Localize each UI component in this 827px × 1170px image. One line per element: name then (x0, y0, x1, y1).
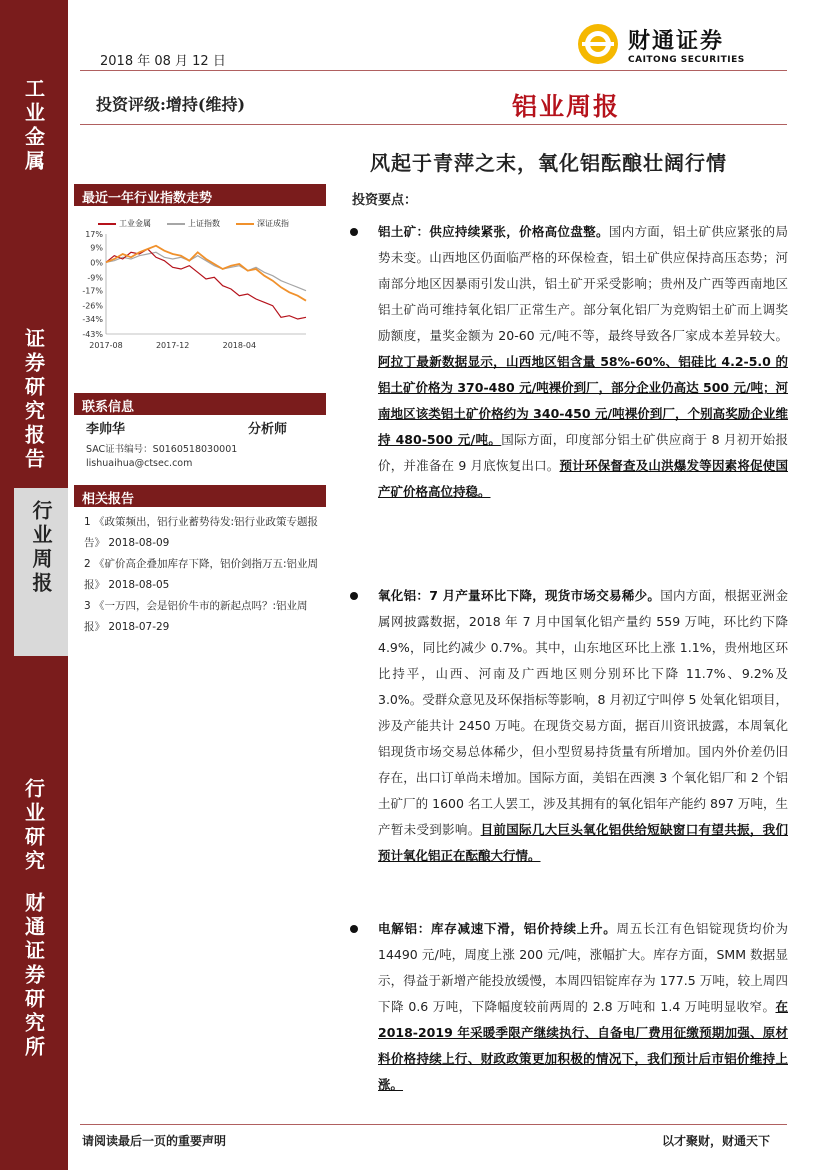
series-sz-line (106, 246, 306, 301)
related-report-item[interactable]: 3 《一万四，会是铝价牛市的新起点吗？:铝业周报》 2018-07-29 (84, 600, 308, 633)
y-tick-label: -17% (82, 286, 103, 296)
index-chart-svg (78, 212, 318, 352)
company-logo (576, 22, 745, 66)
divider-top (80, 70, 787, 71)
analyst-license: SAC证书编号：S0160518030001 (86, 444, 238, 455)
report-date: 2018 年 08 月 12 日 (100, 54, 226, 69)
sidebar-dept2: 财通证券研究所 (21, 892, 46, 1060)
index-chart (78, 212, 318, 352)
legend-item-metal: 工业金属 (98, 218, 151, 229)
point-bauxite: 铝土矿：供应持续紧张，价格高位盘整。国内方面，铝土矿供应紧张的局势未变。山西地区仍面临严格的环保检查，铝土矿供应保持高压态势；河南部分地区因暴雨引发山洪，铝土矿开采受影响；贵州及广西等西南地区铝土矿尚可维持氧化铝厂正常生产。部分氧化铝厂为竞购铝土矿而上调奖励额度，量奖金额为 20-60 元/吨不等，最终导致各厂家成本差异较大。阿拉丁最新数据显示，山西地区铝含量 58%-60%、铝硅比 4.2-5.0 的铝土矿价格为 370-480 元/吨裸价到厂，部分企业仍高达 500 元/吨；河南地区该类铝土矿价格约为 340-450 元/吨裸价到厂，个别高奖励企业维持 480-500 元/吨。国际方面，印度部分铝土矿供应商于 8 月初开始报价，并准备在 9 月底恢复出口。预计环保督查及山洪爆发等因素将促使国产矿价格高位持稳。 (378, 224, 789, 499)
logo-mark-icon (576, 22, 620, 66)
point-electrolytic: 电解铝：库存减速下滑，铝价持续上升。周五长江有色铝锭现货均价为 14490 元/吨，周度上涨 200 元/吨，涨幅扩大。库存方面，SMM 数据显示，得益于新增产能投放缓慢，本周四铝锭库存为 177.5 万吨，较上周四下降 0.6 万吨，下降幅度较前两周的 2.8 万吨和 1.4 万吨明显收窄。在 2018-2019 年采暖季限产继续执行、自备电厂费用征缴预期加强、原材料价格持续上行、财政政策更加积极的情况下，我们预计后市铝价维持上涨。 (378, 921, 788, 1092)
divider-bottom (80, 1124, 787, 1125)
point-alumina-lead: 氧化铝：7 月产量环比下降，现货市场交易稀少。 (378, 588, 661, 603)
y-tick-label: -9% (87, 273, 103, 283)
headline: 风起于青萍之末，氧化铝酝酿壮阔行情 (370, 151, 727, 175)
company-name-en: CAITONG SECURITIES (628, 54, 745, 65)
company-slogan: 以才聚财，财通天下 (662, 1134, 771, 1148)
bullet-icon (350, 925, 358, 933)
point-alumina-conclusion: 目前国际几大巨头氧化铝供给短缺窗口有望共振，我们预计氧化铝正在酝酿大行情。 (378, 822, 788, 863)
bullet-icon (350, 592, 358, 600)
point-electrolytic-conclusion: 在 2018-2019 年采暖季限产继续执行、自备电厂费用征缴预期加强、原材料价格持续上行、财政政策更加积极的情况下，我们预计后市铝价维持上涨。 (378, 999, 788, 1092)
related-reports-list (84, 512, 328, 638)
legend-item-sh: 上证指数 (167, 218, 220, 229)
contact-section-title: 联系信息 (74, 393, 326, 415)
point-bauxite-conclusion: 预计环保督查及山洪爆发等因素将促使国产矿价格高位持稳。 (378, 458, 788, 499)
disclaimer-note: 请阅读最后一页的重要声明 (82, 1134, 227, 1148)
point-electrolytic-lead: 电解铝：库存减速下滑，铝价持续上升。 (378, 921, 617, 936)
point-alumina: 氧化铝：7 月产量环比下降，现货市场交易稀少。国内方面，根据亚洲金属网披露数据，2018 年 7 月中国氧化铝产量约 559 万吨，环比约下降 4.9%，同比约减少 0.7%。其中，山东地区环比上涨 1.1%，贵州地区环比持平，山西、河南及广西地区则分别环比下降 11.7%、9.2%及 3.0%。受群众意见及环保指标等影响，8 月初辽宁叫停 5 处氧化铝项目，涉及产能共计 2450 万吨。在现货交易方面，据百川资讯披露，本周氧化铝现货市场交易总体稀少，但小型贸易持货量有所增加。国内外价差仍旧存在，出口订单尚未增加。国际方面，美铝在西澳 3 个氧化铝厂和 2 个铝土矿厂的 1600 名工人罢工，涉及其拥有的氧化铝年产能约 897 万吨，生产暂未受到影响。目前国际几大巨头氧化铝供给短缺窗口有望共振，我们预计氧化铝正在酝酿大行情。 (378, 588, 788, 863)
point-bauxite-highlight: 阿拉丁最新数据显示，山西地区铝含量 58%-60%、铝硅比 4.2-5.0 的铝土矿价格为 370-480 元/吨裸价到厂，部分企业仍高达 500 元/吨；河南地区该类铝土矿价格约为 340-450 元/吨裸价到厂，个别高奖励企业维持 480-500 元/吨。 (378, 354, 789, 447)
company-name-cn: 财通证券 (628, 28, 725, 54)
y-tick-label: 0% (90, 258, 103, 268)
chart-section-title: 最近一年行业指数走势 (74, 184, 326, 206)
x-tick-label: 2018-04 (222, 341, 257, 350)
sidebar-dept1: 行业研究 (21, 778, 46, 874)
analyst-name: 李帅华 (86, 422, 126, 437)
report-type-title: 铝业周报 (512, 92, 621, 121)
y-tick-label: 17% (85, 230, 103, 239)
y-tick-label: -43% (82, 330, 103, 339)
related-report-item[interactable]: 1 《政策频出，铝行业蓄势待发:铝行业政策专题报告》 2018-08-09 (84, 516, 319, 549)
legend-item-sz: 深证成指 (236, 218, 289, 229)
divider-mid (80, 124, 787, 125)
analyst-role: 分析师 (248, 422, 288, 437)
y-tick-label: 9% (90, 243, 103, 253)
y-tick-label: -34% (82, 315, 103, 324)
x-tick-label: 2017-12 (155, 341, 190, 350)
related-report-item[interactable]: 2 《矿价高企叠加库存下降，铝价剑指万五:铝业周报》 2018-08-05 (84, 558, 319, 591)
key-points-title: 投资要点： (352, 193, 418, 208)
y-tick-label: -26% (82, 301, 103, 311)
bullet-icon (350, 228, 358, 236)
analyst-email[interactable]: lishuaihua@ctsec.com (86, 458, 193, 469)
sidebar-industry: 工业金属 (21, 78, 46, 174)
point-bauxite-lead: 铝土矿：供应持续紧张，价格高位盘整。 (378, 224, 609, 239)
sidebar-report-kind: 证券研究报告 (21, 328, 46, 472)
related-section-title: 相关报告 (74, 485, 326, 507)
x-tick-label: 2017-08 (89, 341, 123, 350)
investment-rating: 投资评级:增持(维持) (96, 95, 246, 114)
sidebar-section-tab: 行业周报 (14, 488, 68, 656)
